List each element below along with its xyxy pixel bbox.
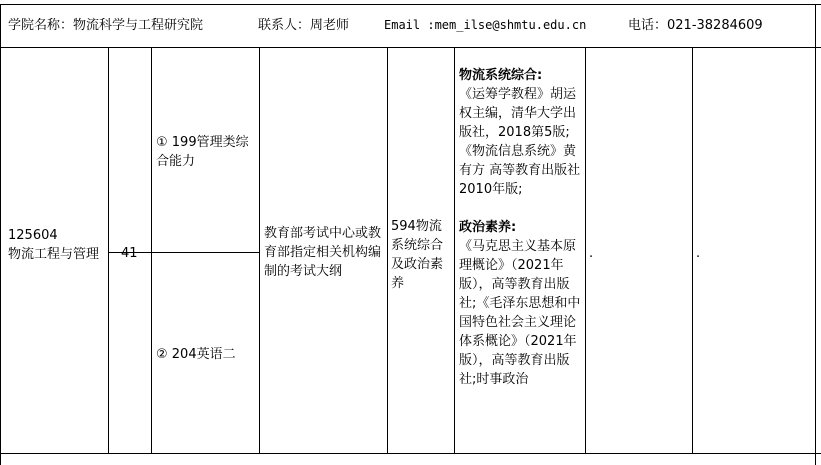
email-address[interactable]: Email :mem_ilse@shmtu.edu.cn (384, 18, 587, 32)
col-divider-4 (387, 47, 388, 453)
col-divider-3 (259, 47, 260, 453)
major-cell (8, 226, 104, 264)
ref-politics-body: 《马克思主义基本原理概论》（2021年版），高等教育出版社;《毛泽东思想和中国特色社会主义理论体系概论》（2021年版），高等教育出版社;时事政治 (459, 239, 581, 387)
table-top-border (0, 4, 821, 5)
reference-books (459, 66, 581, 389)
exam-scope: 教育部考试中心或教育部指定相关机构编制的考试大纲 (264, 226, 382, 279)
col-divider-5 (454, 47, 455, 453)
exam-subject-1: ① 199管理类综合能力 (156, 135, 249, 169)
major-name: 物流工程与管理 (8, 247, 100, 262)
col9-mark: . (696, 246, 701, 261)
table-right-border (815, 4, 816, 465)
col-divider-6 (585, 47, 586, 453)
col8-mark: . (589, 246, 594, 261)
contact-person: 联系人：周老师 (258, 18, 350, 33)
table-left-border (0, 4, 1, 465)
col-divider-1 (108, 47, 109, 453)
phone-number: 电话：021-38284609 (628, 18, 763, 33)
row-bottom-border (0, 453, 821, 454)
major-code: 125604 (8, 228, 58, 243)
ref-logistics-body: 《运筹学教程》胡运权主编，清华大学出版社，2018第5版;《物流信息系统》黄有方 高等教育出版社 2010年版; (459, 87, 581, 197)
college-name: 学院名称：物流科学与工程研究院 (8, 18, 204, 33)
retest-subject: 594物流系统综合及政治素养 (391, 219, 444, 291)
col-divider-2 (151, 47, 152, 453)
exam-subject-2: ② 204英语二 (156, 347, 236, 362)
col-divider-7 (692, 47, 693, 453)
enrollment-quota: 41 (121, 246, 138, 261)
header-bottom-border (0, 47, 821, 48)
ref-logistics-title: 物流系统综合: (459, 68, 543, 83)
ref-politics-title: 政治素养: (459, 220, 517, 235)
